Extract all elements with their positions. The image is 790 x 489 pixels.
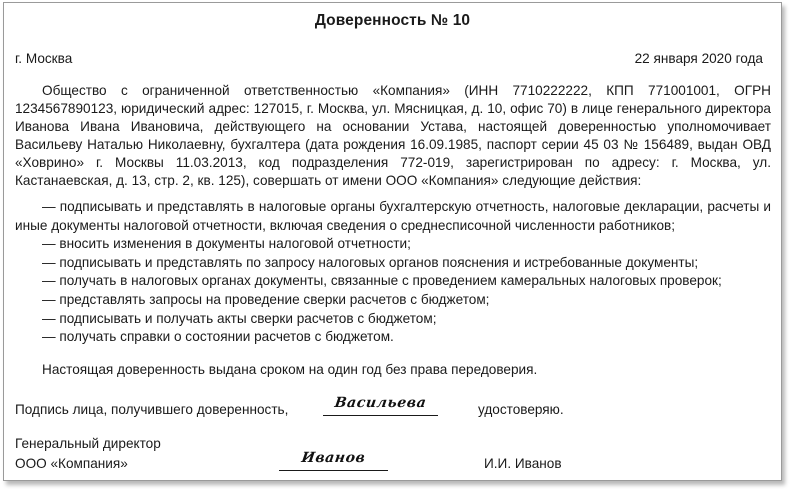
recipient-signature-line [323, 395, 438, 416]
validity-text: Настоящая доверенность выдана сроком на один год без права передоверия. [42, 362, 538, 377]
action-item: — представлять запросы на проведение сверки расчетов с бюджетом; [42, 291, 490, 307]
director-signature: Иванов [300, 450, 367, 466]
certify-text: удостоверяю. [478, 402, 564, 417]
document-sheet [3, 2, 782, 481]
action-item: — подписывать и представлять по запросу налоговых органов пояснения и истребованные документы; [42, 254, 699, 270]
intro-paragraph [15, 82, 771, 191]
action-item: — подписывать и получать акты сверки расчетов с бюджетом; [42, 310, 437, 326]
action-item: — получать в налоговых органах документы, связанные с проведением камеральных налоговых проверок; [42, 273, 722, 289]
action-item: — получать справки о состоянии расчетов с бюджетом. [42, 329, 394, 345]
action-item: — подписывать и представлять в налоговые органы бухгалтерскую отчетность, налоговые декларации, расчеты и иные документы налоговой отчетности, включая сведения о среднесписочной численности работников; [15, 199, 771, 233]
director-title: Генеральный директор [15, 436, 161, 451]
director-org: ООО «Компания» [15, 456, 128, 471]
action-item: — вносить изменения в документы налоговой отчетности; [42, 236, 411, 252]
recipient-signature: Васильева [333, 395, 428, 411]
actions-list [15, 198, 771, 347]
director-signature-line [279, 450, 388, 471]
signature-label: Подпись лица, получившего доверенность, [15, 402, 289, 417]
document-title: Доверенность № 10 [314, 12, 471, 29]
document-city: г. Москва [15, 51, 73, 66]
director-name: И.И. Иванов [484, 456, 562, 471]
document-date: 22 января 2020 года [634, 51, 763, 66]
intro-text: Общество с ограниченной ответственностью «Компания» (ИНН 7710222222, КПП 771001001, ОГРН 1234567890123, юридический адрес: 127015, г. Москва, ул. Мясницкая, д. 10, офис 70) в лице генерального директора Иванова Ивана Ивановича, действующего на основании Устава, настоящей доверенностью уполномочивает Васильеву Наталью Николаевну, бухгалтера (дата рождения 16.09.1985, паспорт серии 45 03 № 156489, выдан ОВД «Ховрино» г. Москвы 11.03.2013, код подразделения 772-019, зарегистрирован по адресу: г. Москва, ул. Кастанаевская, д. 13, стр. 2, кв. 125), совершать от имени ООО «Компания» следующие действия: [15, 83, 771, 189]
